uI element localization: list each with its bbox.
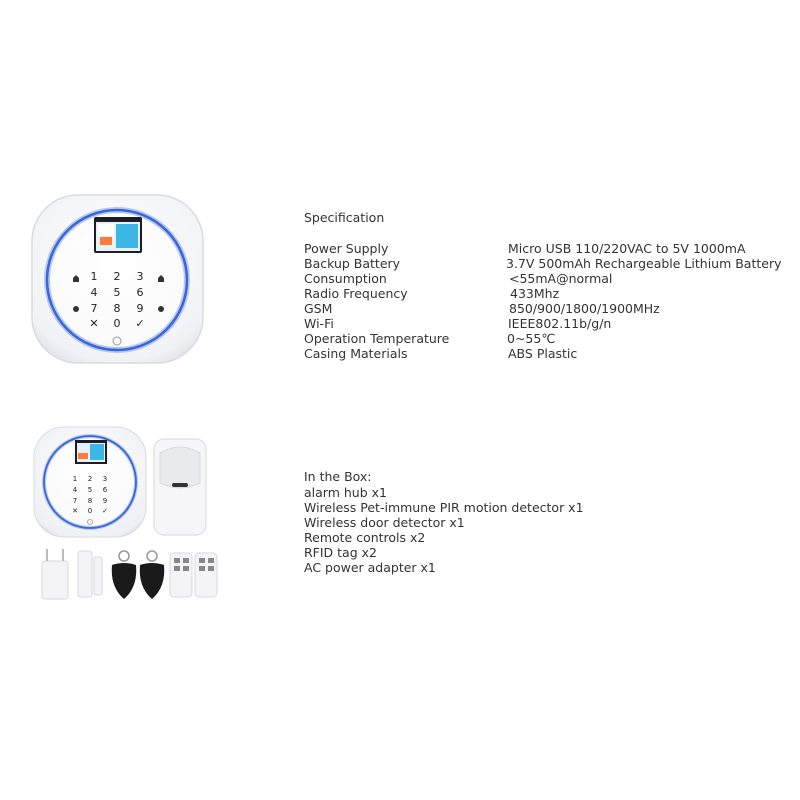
svg-text:8: 8 (113, 302, 121, 315)
svg-text:0: 0 (87, 507, 93, 515)
box-item: Wireless door detector x1 (304, 515, 465, 530)
spec-value: 850/900/1800/1900MHz (509, 301, 660, 316)
svg-text:0: 0 (113, 317, 121, 330)
box-item: AC power adapter x1 (304, 560, 436, 575)
spec-label: Power Supply (304, 241, 389, 256)
box-item: Wireless Pet-immune PIR motion detector x1 (304, 500, 584, 515)
svg-text:2: 2 (113, 270, 121, 283)
box-item: RFID tag x2 (304, 545, 377, 560)
spec-row-consumption (304, 271, 794, 286)
spec-label: Backup Battery (304, 256, 401, 271)
spec-value: Micro USB 110/220VAC to 5V 1000mA (508, 241, 746, 256)
spec-row-power-supply (304, 241, 794, 256)
spec-value: 0~55℃ (507, 331, 556, 346)
in-the-box-title: In the Box: (304, 469, 372, 484)
spec-label: Casing Materials (304, 346, 408, 361)
svg-text:6: 6 (136, 286, 144, 299)
svg-text:4: 4 (90, 286, 98, 299)
spec-row-backup-battery (304, 256, 794, 271)
svg-text:✓: ✓ (135, 317, 145, 330)
spec-row-casing-materials (304, 346, 794, 361)
box-item: Remote controls x2 (304, 530, 426, 545)
box-item: alarm hub x1 (304, 485, 387, 500)
spec-row-gsm (304, 301, 794, 316)
spec-title: Specification (304, 210, 385, 225)
svg-text:1: 1 (72, 475, 78, 483)
spec-value: IEEE802.11b/g/n (508, 316, 612, 331)
svg-text:5: 5 (87, 486, 93, 494)
svg-text:3: 3 (102, 475, 108, 483)
spec-row-radio-frequency (304, 286, 794, 301)
svg-text:7: 7 (90, 302, 98, 315)
spec-label: Operation Temperature (304, 331, 450, 346)
svg-text:✕: ✕ (89, 317, 99, 330)
spec-label: Radio Frequency (304, 286, 408, 301)
spec-row-operation-temperature (304, 331, 794, 346)
spec-row-wifi (304, 316, 794, 331)
svg-text:9: 9 (102, 497, 108, 505)
spec-value: ABS Plastic (508, 346, 578, 361)
svg-text:8: 8 (87, 497, 93, 505)
spec-value: 3.7V 500mAh Rechargeable Lithium Battery (506, 256, 782, 271)
svg-text:✕: ✕ (72, 507, 78, 515)
spec-value: <55mA@normal (509, 271, 613, 286)
svg-text:2: 2 (87, 475, 93, 483)
spec-label: Wi-Fi (304, 316, 334, 331)
kit-contents-image (32, 425, 220, 603)
svg-text:4: 4 (72, 486, 78, 494)
svg-text:✓: ✓ (102, 507, 108, 515)
svg-text:7: 7 (72, 497, 78, 505)
svg-text:1: 1 (90, 270, 98, 283)
spec-label: GSM (304, 301, 333, 316)
alarm-hub-image (30, 193, 205, 365)
svg-text:6: 6 (102, 486, 108, 494)
spec-label: Consumption (304, 271, 387, 286)
svg-text:9: 9 (136, 302, 144, 315)
svg-text:5: 5 (113, 286, 121, 299)
svg-text:3: 3 (136, 270, 144, 283)
spec-value: 433Mhz (510, 286, 560, 301)
